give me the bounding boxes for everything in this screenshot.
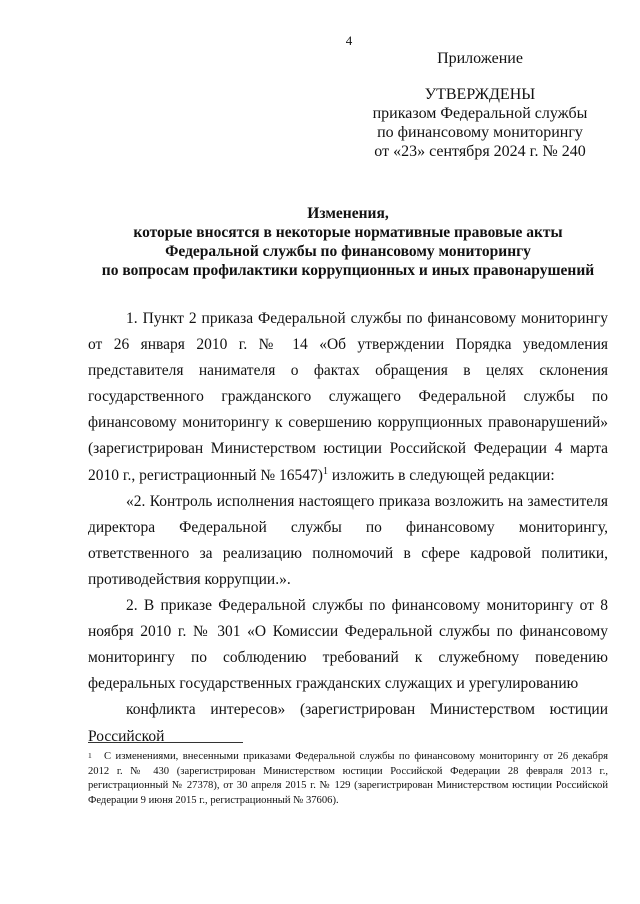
document-title	[88, 204, 608, 280]
paragraph-3	[88, 593, 608, 750]
approval-line: по финансовому мониторингу	[377, 124, 583, 141]
paragraph-2: «2. Контроль исполнения настоящего приказа возложить на заместителя директора Федеральной службы по финансовому мониторингу, ответственного за реализацию полномочий в сфере кадровой политики, противодействия коррупции.».	[88, 492, 608, 588]
paragraph-3-last-line: конфликта интересов» (зарегистрирован Министерством юстиции Российской	[88, 701, 608, 745]
paragraph-1-text: 1. Пункт 2 приказа Федеральной службы по финансовому мониторингу от 26 января 2010 г. № 14 «Об утверждении Порядка уведомления представителя нанимателя о фактах обращения в целях склонения государственного гражданского служащего Федеральной службы по финансовому мониторингу к совершению коррупционных правонарушений» (зарегистрирован Министерством юстиции Российской Федерации 4 марта 2010 г., регистрационный № 16547)	[88, 310, 608, 484]
title-line: Изменения,	[307, 205, 389, 222]
paragraph-1-tail: изложить в следующей редакции:	[327, 466, 555, 484]
footnote-reference[interactable]: 1	[322, 465, 328, 477]
approved-heading: УТВЕРЖДЕНЫ	[424, 86, 536, 103]
footnote-text: С изменениями, внесенными приказами Федеральной службы по финансовому мониторингу от 26 декабря 2012 г. № 430 (зарегистрирован Министерством юстиции Российской Федерации 28 февраля 2013 г., регистрационный № 27378), от 30 апреля 2015 г. № 129 (зарегистрирован Министерством юстиции Российской Федерации 9 июня 2015 г., регистрационный № 37606).	[88, 751, 608, 806]
page-number: 4	[345, 33, 353, 48]
footnote	[88, 750, 608, 808]
appendix-label: Приложение	[437, 50, 523, 67]
title-line: Федеральной службы по финансовому мониторингу	[165, 243, 531, 260]
title-line: по вопросам профилактики коррупционных и иных правонарушений	[101, 262, 595, 279]
approval-line: от «23» сентября 2024 г. № 240	[374, 143, 586, 160]
approval-block	[355, 49, 605, 161]
footnote-mark: 1	[88, 751, 92, 760]
document-body	[88, 306, 608, 750]
footnote-separator	[88, 742, 243, 743]
paragraph-3-text: 2. В приказе Федеральной службы по финансовому мониторингу от 8 ноября 2010 г. № 301 «О Комиссии Федеральной службы по финансовому мониторингу по соблюдению требований к служебному поведению федеральных государственных гражданских служащих и урегулированию	[88, 597, 608, 693]
approval-line: приказом Федеральной службы	[372, 105, 588, 122]
paragraph-1	[88, 306, 608, 489]
title-line: которые вносятся в некоторые нормативные правовые акты	[133, 224, 563, 241]
